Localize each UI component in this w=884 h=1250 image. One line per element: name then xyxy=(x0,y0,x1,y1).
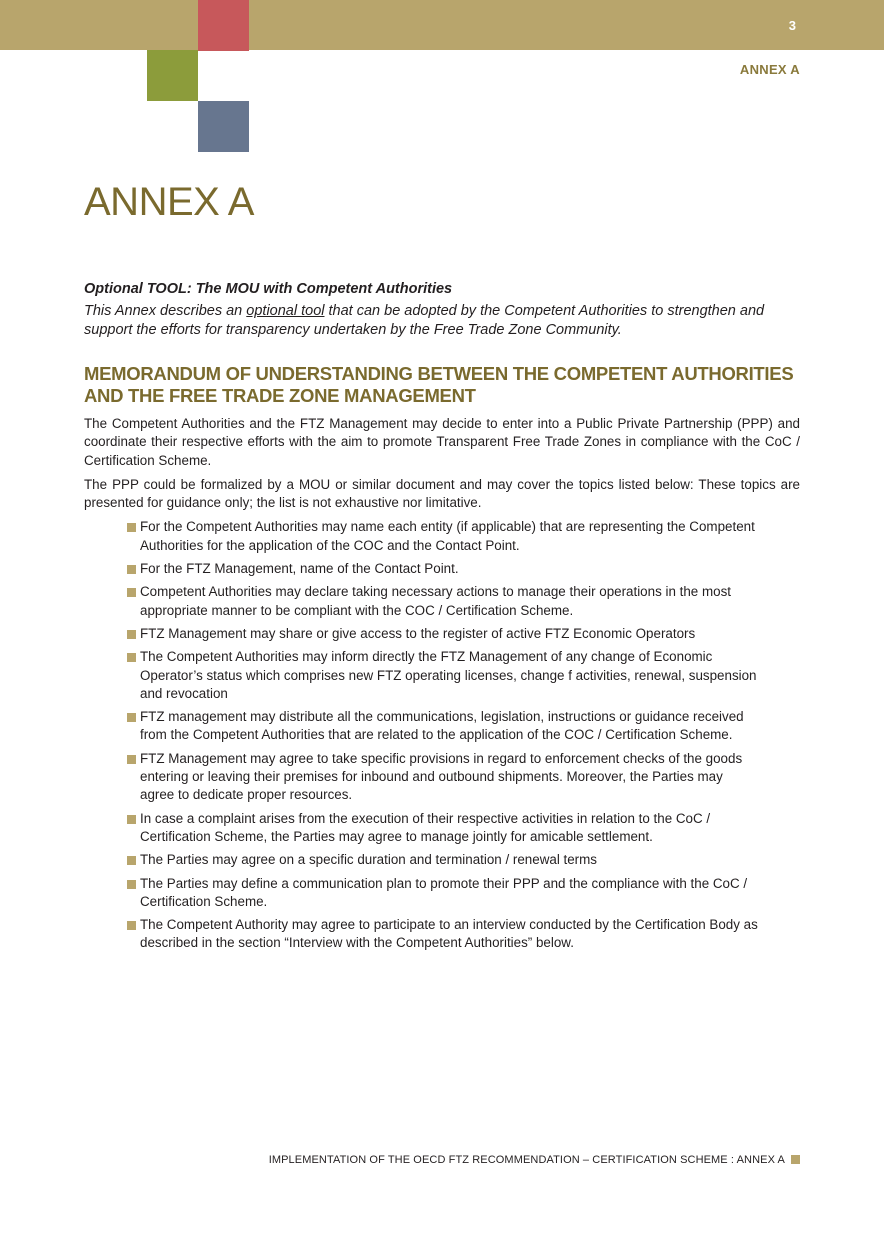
footer-square-icon xyxy=(791,1155,800,1164)
list-item: The Competent Authorities may inform directly the FTZ Management of any change of Economic Operator’s status which comprises new FTZ operating licenses, change f activities, renewal, suspension and revocation xyxy=(127,648,800,703)
bullet-square-icon xyxy=(127,856,136,865)
decor-square-green xyxy=(147,50,198,101)
page-title: ANNEX A xyxy=(84,180,254,224)
paragraph-2: The PPP could be formalized by a MOU or similar document and may cover the topics listed below: These topics are presented for guidance only; the list is not exhaustive nor limitative. xyxy=(84,476,800,511)
decor-square-blue xyxy=(198,101,249,152)
footer xyxy=(269,1154,800,1166)
tool-desc-before: This Annex describes an xyxy=(84,303,247,319)
section-heading-line2: AND THE FREE TRADE ZONE MANAGEMENT xyxy=(84,385,476,406)
bullet-square-icon xyxy=(127,630,136,639)
list-item: In case a complaint arises from the execution of their respective activities in relation to the CoC / Certification Scheme, the Parties may agree to manage jointly for amicable settlement. xyxy=(127,810,800,847)
optional-tool-link: optional tool xyxy=(246,303,325,319)
list-item: For the FTZ Management, name of the Contact Point. xyxy=(127,560,800,578)
footer-text: IMPLEMENTATION OF THE OECD FTZ RECOMMENDATION – CERTIFICATION SCHEME : ANNEX A xyxy=(268,1154,785,1166)
bullet-square-icon xyxy=(127,653,136,662)
bullet-square-icon xyxy=(127,880,136,889)
tool-heading: Optional TOOL: The MOU with Competent Authorities xyxy=(84,281,453,297)
page-number: 3 xyxy=(788,18,796,33)
list-item: FTZ Management may agree to take specific provisions in regard to enforcement checks of the goods entering or leaving their premises for inbound and outbound shipments. Moreover, the Parties may agree to dedicate proper resources. xyxy=(127,750,800,805)
list-item: FTZ Management may share or give access to the register of active FTZ Economic Operators xyxy=(127,625,800,643)
topic-list xyxy=(84,518,800,952)
list-item: Competent Authorities may declare taking necessary actions to manage their operations in the most appropriate manner to be compliant with the COC / Certification Scheme. xyxy=(127,583,800,620)
bullet-square-icon xyxy=(127,815,136,824)
list-item: The Parties may define a communication plan to promote their PPP and the compliance with the CoC / Certification Scheme. xyxy=(127,875,800,912)
bullet-square-icon xyxy=(127,755,136,764)
decor-square-red xyxy=(198,0,249,51)
list-item: For the Competent Authorities may name each entity (if applicable) that are representing the Competent Authorities for the application of the COC and the Contact Point. xyxy=(127,518,800,555)
bullet-square-icon xyxy=(127,523,136,532)
section-heading-line1: MEMORANDUM OF UNDERSTANDING BETWEEN THE COMPETENT AUTHORITIES xyxy=(84,363,794,384)
bullet-square-icon xyxy=(127,713,136,722)
tool-intro xyxy=(84,280,800,340)
bullet-square-icon xyxy=(127,565,136,574)
paragraph-1: The Competent Authorities and the FTZ Management may decide to enter into a Public Private Partnership (PPP) and coordinate their respective efforts with the aim to promote Transparent Free Trade Zones in compliance with the CoC / Certification Scheme. xyxy=(84,416,800,468)
bullet-square-icon xyxy=(127,921,136,930)
tool-description xyxy=(84,302,800,340)
tool-desc-after: that can be adopted by the Competent Authorities to strengthen and support the efforts for transparency undertaken by the Free Trade Zone Community. xyxy=(84,303,765,338)
bullet-square-icon xyxy=(127,588,136,597)
header-band xyxy=(0,0,884,50)
section-body xyxy=(84,415,800,958)
running-header: ANNEX A xyxy=(739,62,800,77)
list-item: FTZ management may distribute all the communications, legislation, instructions or guidance received from the Competent Authorities that are related to the application of the COC / Certification Scheme. xyxy=(127,708,800,745)
list-item: The Competent Authority may agree to participate to an interview conducted by the Certification Body as described in the section “Interview with the Competent Authorities” below. xyxy=(127,916,800,953)
list-item: The Parties may agree on a specific duration and termination / renewal terms xyxy=(127,851,800,869)
section-heading xyxy=(84,363,800,407)
